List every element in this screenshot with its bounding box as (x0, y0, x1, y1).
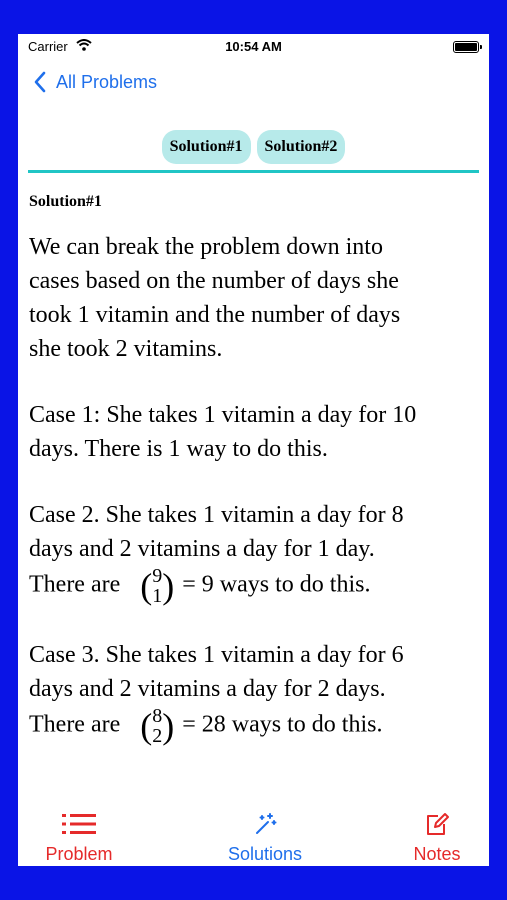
edit-icon (424, 812, 450, 836)
status-bar (18, 34, 489, 58)
chevron-left-icon (32, 70, 48, 94)
magic-wand-icon (252, 812, 278, 836)
battery-icon (453, 41, 479, 53)
solution-selector (18, 130, 489, 164)
solution-heading: Solution#1 (29, 193, 102, 210)
solution-content[interactable] (29, 192, 479, 804)
text-line: days and 2 vitamins a day for 1 day. (29, 536, 375, 562)
back-label: All Problems (56, 71, 158, 92)
intro-paragraph (29, 230, 479, 366)
app-screen (18, 34, 489, 866)
text-line: cases based on the number of days she (29, 268, 399, 294)
tab-notes-label: Notes (413, 844, 461, 864)
back-button[interactable] (32, 70, 157, 94)
text-line: Case 1: She takes 1 vitamin a day for 10 (29, 402, 417, 428)
text-line: days. There is 1 way to do this. (29, 436, 328, 462)
tab-problem-label: Problem (45, 844, 113, 864)
binomial-coefficient: ( 8 2 ) (140, 705, 175, 747)
text-fragment: There are (29, 571, 121, 598)
text-fragment: = 9 ways to do this. (176, 571, 371, 598)
text-line (29, 706, 479, 746)
segment-solution-1[interactable]: Solution#1 (162, 130, 251, 164)
divider (28, 170, 479, 173)
text-line: days and 2 vitamins a day for 2 days. (29, 676, 386, 702)
binom-top: 8 (152, 705, 163, 727)
text-line (29, 566, 479, 606)
segment-solution-2[interactable]: Solution#2 (257, 130, 346, 164)
tab-notes[interactable] (382, 804, 489, 866)
binom-top: 9 (152, 565, 163, 587)
text-fragment: There are (29, 711, 121, 738)
text-line: she took 2 vitamins. (29, 336, 223, 362)
tab-problem[interactable] (24, 804, 134, 866)
list-icon (62, 812, 96, 836)
tab-solutions[interactable] (210, 804, 320, 866)
case-3-paragraph (29, 638, 479, 746)
binom-bottom: 2 (152, 725, 163, 747)
text-line: We can break the problem down into (29, 234, 383, 260)
text-line: took 1 vitamin and the number of days (29, 302, 401, 328)
case-2-paragraph (29, 498, 479, 606)
text-line: Case 2. She takes 1 vitamin a day for 8 (29, 502, 404, 528)
case-1-paragraph (29, 398, 479, 466)
carrier-label: Carrier (28, 39, 68, 54)
binomial-coefficient: ( 9 1 ) (140, 565, 175, 607)
tab-solutions-label: Solutions (227, 844, 303, 864)
binom-bottom: 1 (152, 585, 163, 607)
text-line: Case 3. She takes 1 vitamin a day for 6 (29, 642, 404, 668)
text-fragment: = 28 ways to do this. (176, 711, 383, 738)
tab-bar (18, 804, 489, 866)
clock: 10:54 AM (225, 39, 282, 54)
